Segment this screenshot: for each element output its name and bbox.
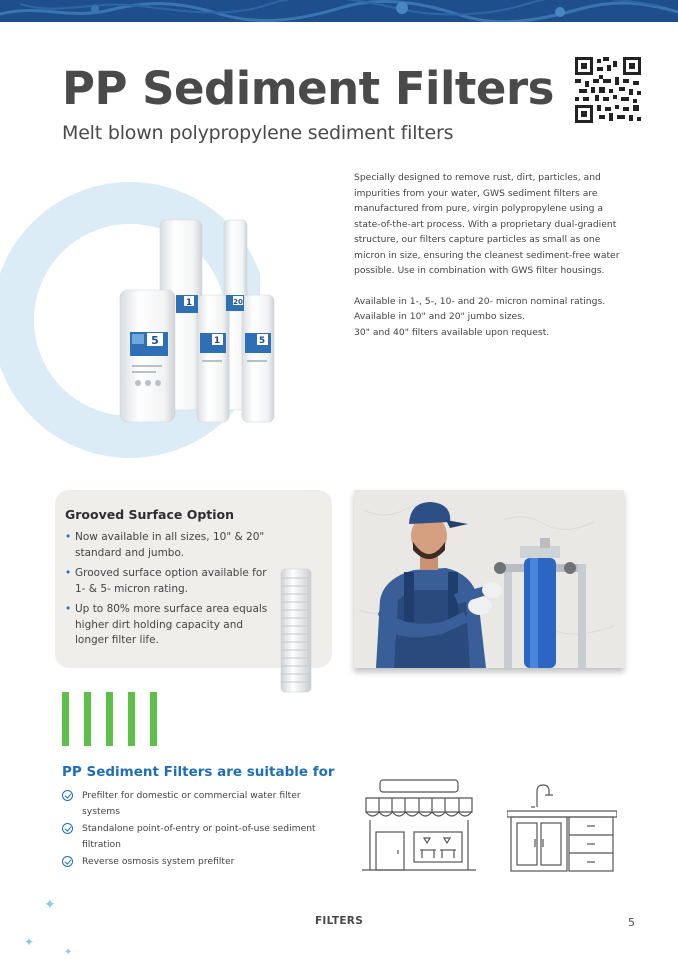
list-item [62,788,337,819]
availability-line: Available in 10" and 20" jumbo sizes. [354,311,525,322]
filter-label-5-large [130,332,168,356]
list-item-label: Reverse osmosis system prefilter [82,856,235,867]
sparkle-icon: ✦ [24,935,35,949]
filter-cartridges-image [112,215,287,430]
suitable-heading: PP Sediment Filters are suitable for [62,764,335,780]
list-item [62,854,337,870]
description-block [354,170,624,340]
green-bar [62,692,69,746]
check-circle-icon [62,823,73,834]
list-item-label: Prefilter for domestic or commercial water filter systems [82,790,301,817]
green-bar [84,692,91,746]
svg-text:20: 20 [233,298,243,306]
top-banner [0,0,678,22]
list-item: • Now available in all sizes, 10" & 20" standard and jumbo. [65,530,313,561]
grooved-heading: Grooved Surface Option [65,507,235,522]
grooved-filter-image [280,568,312,693]
green-bar [106,692,113,746]
green-bar [150,692,157,746]
availability-line: Available in 1-, 5-, 10- and 20- micron nominal ratings. [354,295,606,307]
list-item [62,821,337,852]
page-title: PP Sediment Filters [62,62,554,115]
storefront-icon [362,778,476,874]
green-bar [128,692,135,746]
svg-text:5: 5 [151,334,159,347]
availability-line: 30" and 40" filters available upon request. [354,326,550,338]
filter-label-1-small [200,333,226,353]
kitchen-cabinet-icon [507,783,617,873]
list-item: • Up to 80% more surface area equals higher dirt holding capacity and longer filter life. [65,602,275,649]
description-paragraph: Specially designed to remove rust, dirt, particles, and impurities from your water, GWS sediment filters are manufactured from pure, virgin polypropylene using a state-of-the-art process. With a proprietary dual-gradient structure, our filters capture particles as small as one micron in size, ensuring the cleanest sediment-free water possible. Use in combination with GWS filter housings. [354,172,620,276]
svg-text:5: 5 [258,336,266,346]
svg-text:1: 1 [185,298,193,308]
check-circle-icon [62,790,73,801]
sparkle-icon: ✦ [64,947,73,958]
technician-photo [354,490,624,668]
list-item-label: Standalone point-of-entry or point-of-use sediment filtration [82,823,316,850]
filter-label-5-small [245,333,271,353]
qr-code-icon[interactable] [575,57,641,123]
page-subtitle: Melt blown polypropylene sediment filters [62,122,454,144]
footer-section-label: FILTERS [314,915,364,927]
filter-label-1-tall [176,295,198,313]
check-circle-icon [62,856,73,867]
svg-text:1: 1 [213,336,221,346]
sparkle-icon: ✦ [44,897,56,913]
suitable-list [62,788,337,872]
filter-label-20 [226,295,244,311]
page-number: 5 [628,916,635,929]
list-item: • Grooved surface option available for 1- & 5- micron rating. [65,566,275,597]
